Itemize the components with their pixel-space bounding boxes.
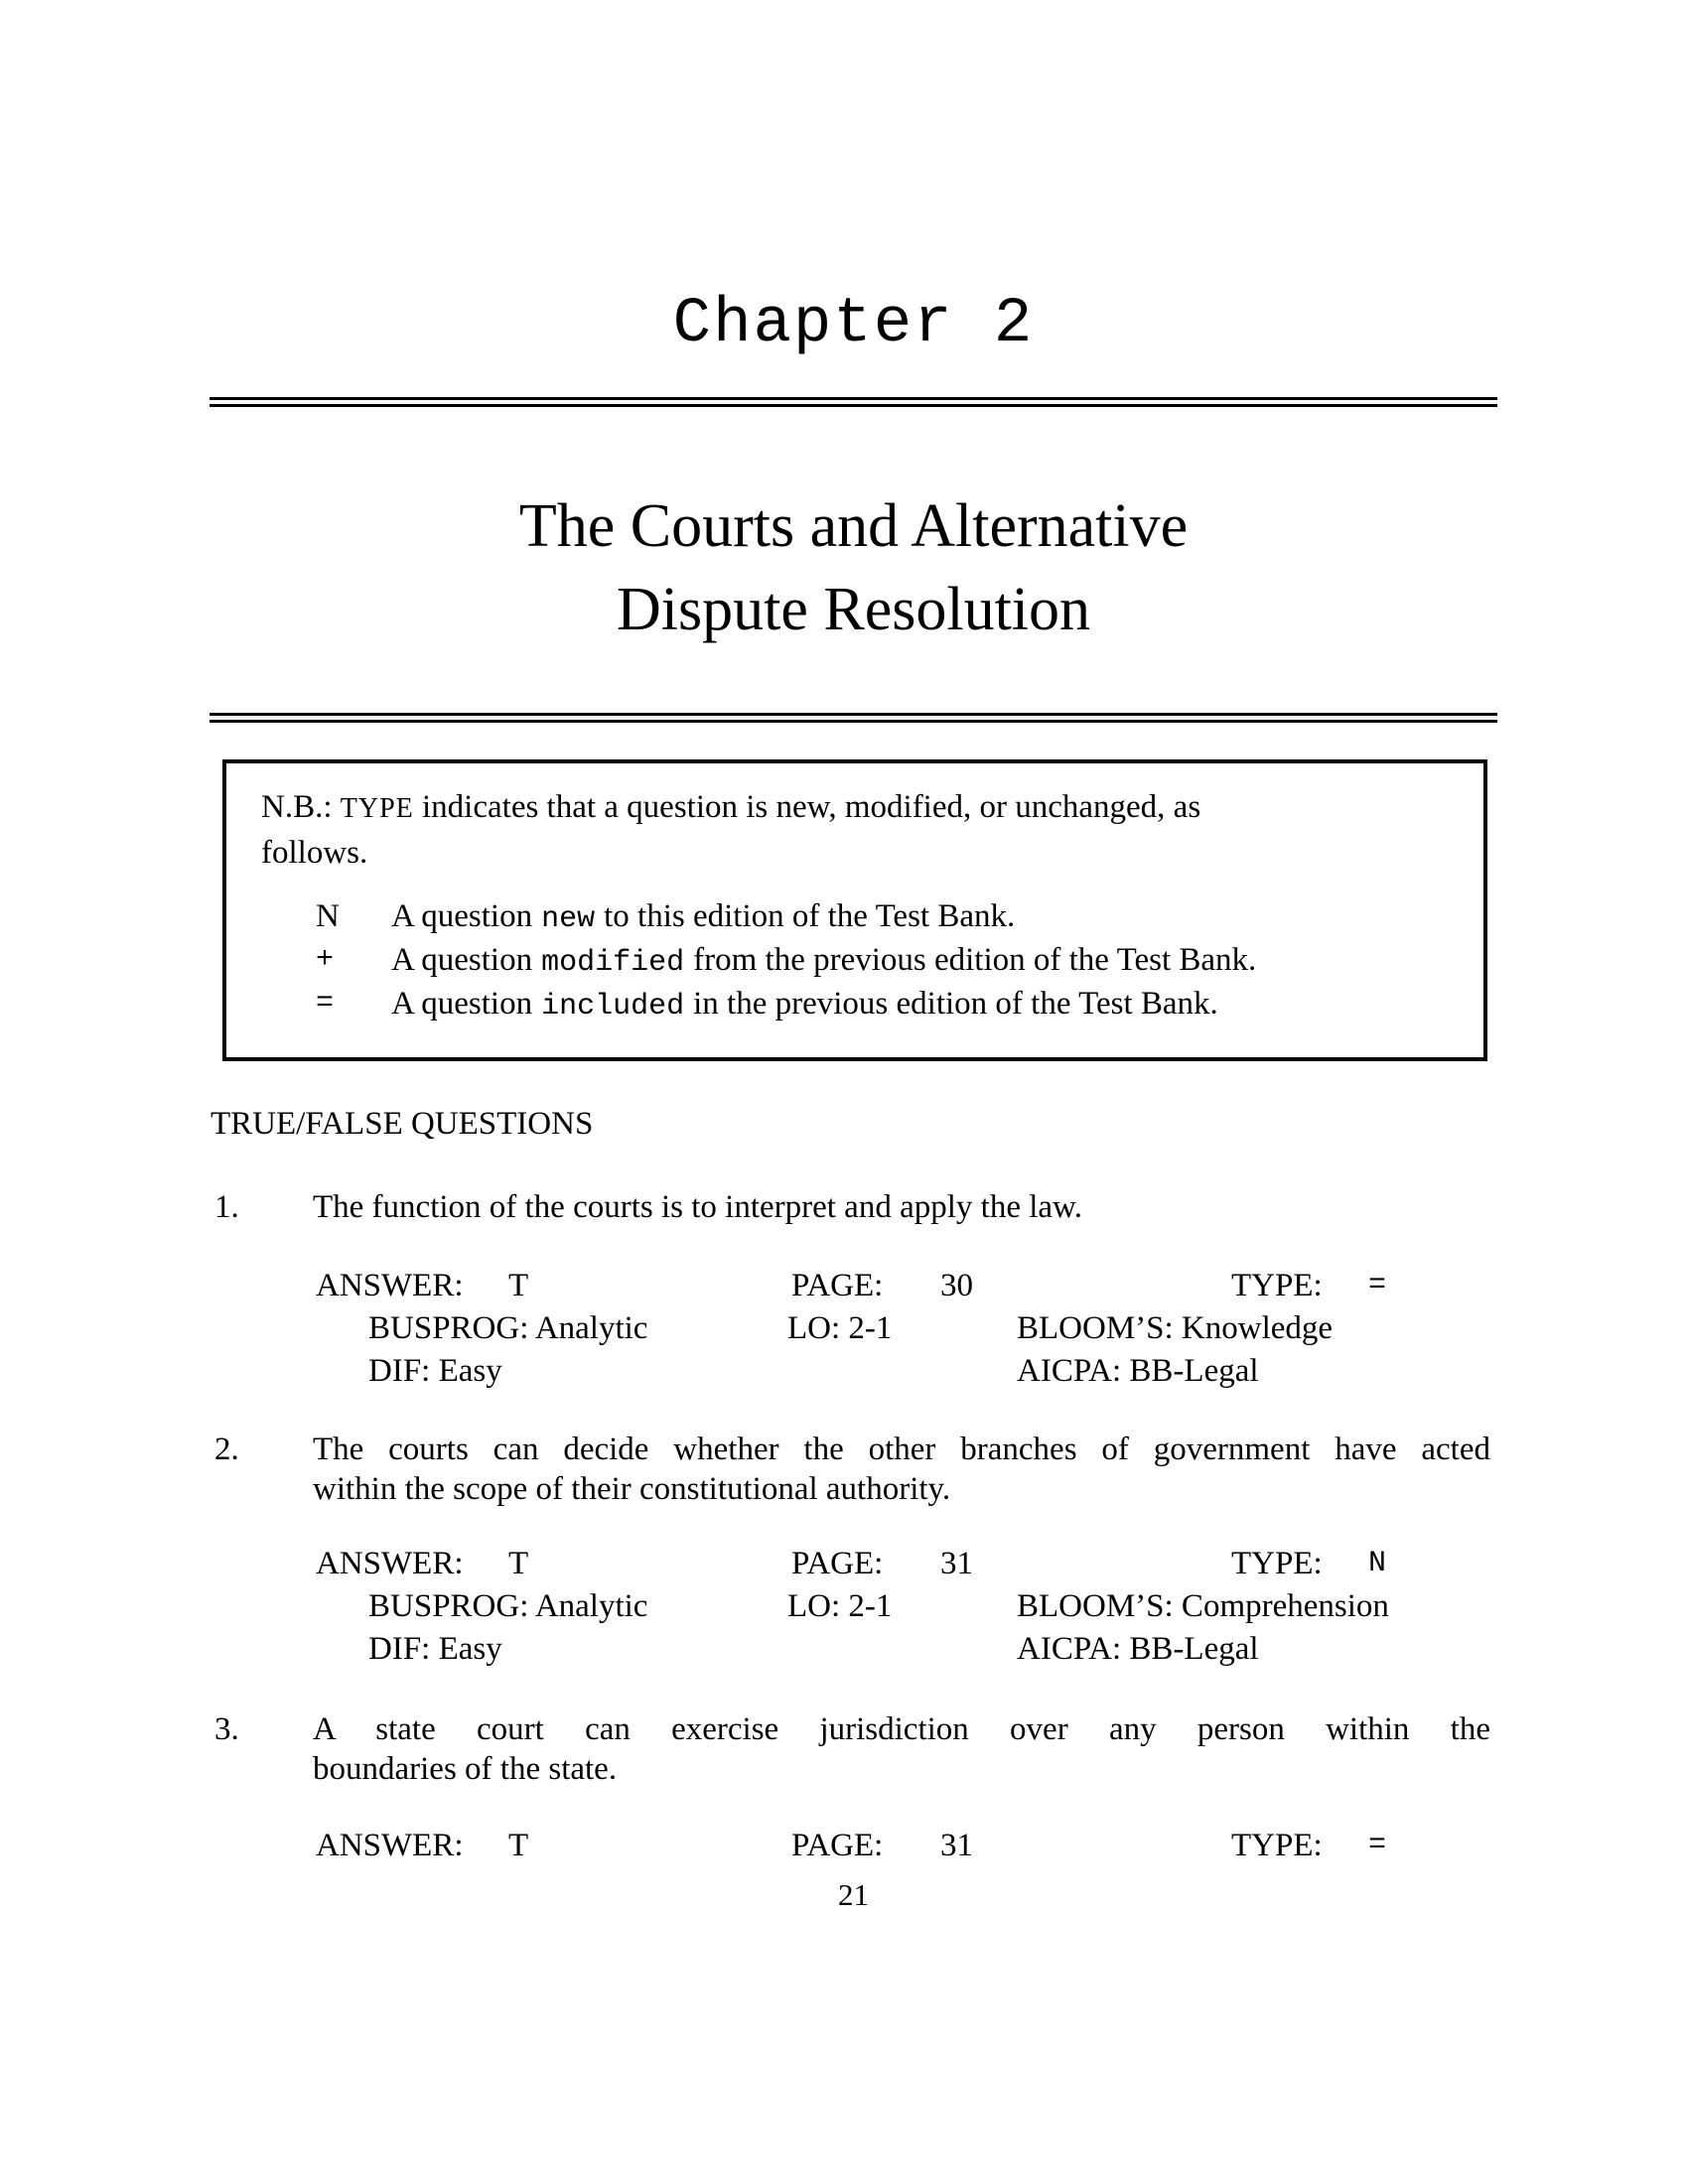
type-label: TYPE:: [1231, 1828, 1323, 1863]
question-2-answer-row-3: [0, 1631, 1688, 1667]
nb-legend-text-modified: A question modified from the previous edition of the Test Bank.: [391, 942, 1257, 980]
nb-intro-rest: indicates that a question is new, modified, or unchanged, as: [422, 789, 1201, 825]
answer-value: T: [508, 1828, 529, 1863]
nb-intro: [261, 785, 1423, 875]
book-title-line2: Dispute Resolution: [616, 576, 1091, 643]
blooms-value: BLOOM’S: Comprehension: [1017, 1588, 1389, 1624]
page-label: PAGE:: [791, 1268, 884, 1303]
page-value: 31: [940, 1546, 973, 1581]
question-1-answer-row-3: [0, 1353, 1688, 1389]
question-2-number: 2.: [214, 1432, 239, 1467]
nb-symbol-new: N: [316, 898, 340, 934]
answer-label: ANSWER:: [316, 1828, 464, 1863]
type-value: N: [1368, 1547, 1387, 1580]
question-2-text: The courts can decide whether the other branches of government have acted within the scope of their constitutional authority.: [313, 1432, 1490, 1507]
nb-legend-text-new: A question new to this edition of the Test Bank.: [391, 898, 1016, 936]
nb-mono-word-new: new: [541, 902, 596, 936]
book-title: [210, 484, 1497, 651]
busprog-value: BUSPROG: Analytic: [368, 1310, 648, 1346]
dif-value: DIF: Easy: [368, 1353, 502, 1389]
type-label: TYPE:: [1231, 1546, 1323, 1581]
nb-note-box: [222, 759, 1487, 1061]
nb-mono-word-included: included: [541, 990, 685, 1024]
type-label: TYPE:: [1231, 1268, 1323, 1303]
question-1-number: 1.: [214, 1189, 239, 1225]
type-value: =: [1368, 1269, 1387, 1302]
answer-value: T: [508, 1268, 529, 1303]
aicpa-value: AICPA: BB-Legal: [1017, 1631, 1259, 1667]
page-label: PAGE:: [791, 1546, 884, 1581]
lo-value: LO: 2-1: [787, 1588, 893, 1624]
nb-legend-text-included: A question included in the previous edition of the Test Bank.: [391, 986, 1218, 1024]
page-value: 30: [940, 1268, 973, 1303]
blooms-value: BLOOM’S: Knowledge: [1017, 1310, 1334, 1346]
section-heading-true-false: TRUE/FALSE QUESTIONS: [211, 1106, 594, 1142]
page-number: 21: [838, 1877, 869, 1912]
question-1-answer-row-2: [0, 1310, 1688, 1346]
question-2-answer-row-1: [0, 1546, 1688, 1581]
question-1-text: The function of the courts is to interpret and apply the law.: [313, 1189, 1082, 1225]
double-rule-top: [210, 397, 1497, 407]
nb-mono-word-modified: modified: [541, 946, 685, 980]
nb-intro-line2: follows.: [261, 835, 368, 871]
lo-value: LO: 2-1: [787, 1310, 893, 1346]
nb-keyword: TYPE: [340, 793, 414, 824]
nb-symbol-modified: +: [316, 943, 335, 977]
aicpa-value: AICPA: BB-Legal: [1017, 1353, 1259, 1389]
question-2-answer-row-2: [0, 1588, 1688, 1624]
page-value: 31: [940, 1828, 973, 1863]
page-label: PAGE:: [791, 1828, 884, 1863]
nb-symbol-included: =: [316, 987, 335, 1021]
answer-value: T: [508, 1546, 529, 1581]
nb-legend-row-new: [226, 894, 1483, 938]
question-3-number: 3.: [214, 1711, 239, 1747]
question-3-text: A state court can exercise jurisdiction over any person within the boundaries of the state.: [313, 1711, 1490, 1787]
dif-value: DIF: Easy: [368, 1631, 502, 1667]
book-title-line1: The Courts and Alternative: [518, 492, 1189, 560]
question-3-answer-row-1: [0, 1828, 1688, 1863]
nb-label: N.B.:: [261, 789, 333, 825]
nb-legend-row-included: [226, 982, 1483, 1025]
nb-legend-row-modified: [226, 938, 1483, 982]
answer-label: ANSWER:: [316, 1546, 464, 1581]
type-value: =: [1368, 1829, 1387, 1862]
double-rule-bottom: [210, 713, 1497, 723]
answer-label: ANSWER:: [316, 1268, 464, 1303]
chapter-heading: Chapter 2: [672, 289, 1035, 360]
busprog-value: BUSPROG: Analytic: [368, 1588, 648, 1624]
question-1-answer-row-1: [0, 1268, 1688, 1303]
